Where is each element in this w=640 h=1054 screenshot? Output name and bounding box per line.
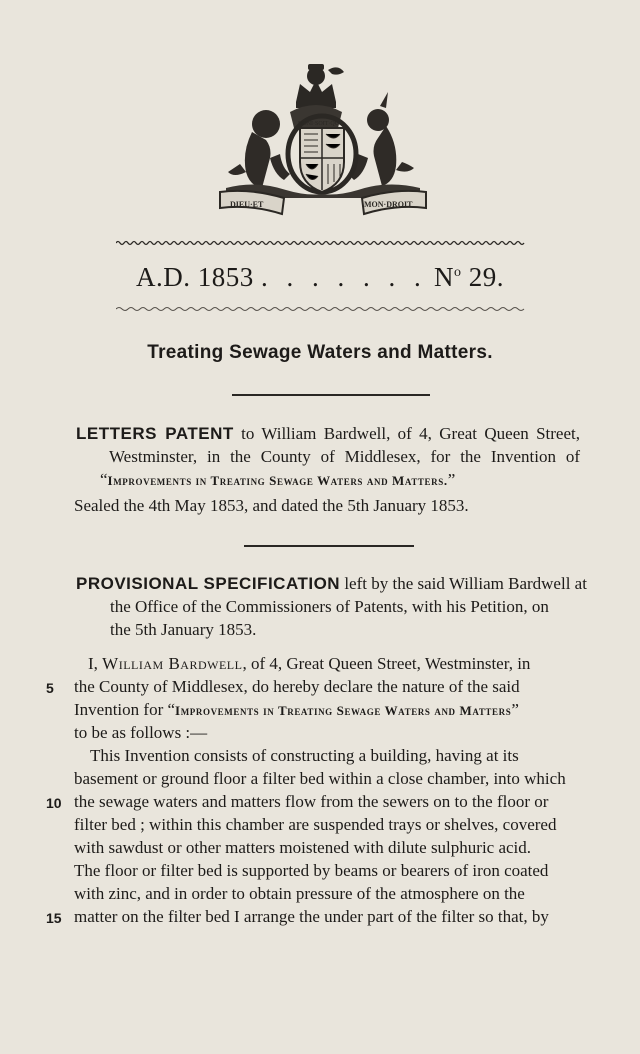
body-line-7: the sewage waters and matters flow from the sewers on to the floor or <box>74 792 549 811</box>
body-line-4: to be as follows :— <box>74 723 208 742</box>
body-line-8: filter bed ; within this chamber are suspended trays or shelves, covered <box>74 815 557 834</box>
provisional-line-2: the Office of the Commissioners of Patents, with his Petition, on <box>110 597 549 616</box>
line-number-15: 15 <box>46 910 62 926</box>
patent-number <box>434 262 504 292</box>
motto-right: MON·DROIT <box>364 200 413 209</box>
body-line-1-b: , of 4, Great Queen Street, Westminster, in <box>242 654 531 673</box>
body-line-6: basement or ground floor a filter bed within a close chamber, into which <box>74 769 566 788</box>
royal-coat-of-arms <box>218 62 428 217</box>
line-number-10: 10 <box>46 795 62 811</box>
patent-year: A.D. 1853 <box>136 262 254 292</box>
divider-rule-2 <box>244 545 414 547</box>
decorative-rule-bottom <box>116 306 526 312</box>
letters-patent-line-3 <box>76 468 580 492</box>
number-prefix: N <box>434 262 454 292</box>
body-line-5: This Invention consists of constructing a building, having at its <box>90 746 519 765</box>
body-line-2: the County of Middlesex, do hereby declare the nature of the said <box>74 677 520 696</box>
motto-left: DIEU·ET <box>230 200 264 209</box>
body-line-3-b: ” <box>511 700 519 719</box>
garter-motto: HONI·SOIT·QUI <box>298 121 341 127</box>
leader-dots: . . . . . . . <box>261 262 427 292</box>
decorative-rule-top <box>116 240 526 246</box>
provisional-text-1: left by the said William Bardwell at <box>344 574 587 593</box>
body-line-1 <box>88 654 530 674</box>
body-invention-title-smallcaps: Improvements in Treating Sewage Waters and Matters <box>175 703 512 718</box>
date-and-number-line <box>0 262 640 293</box>
body-line-3 <box>74 700 519 720</box>
letters-patent-line-1 <box>76 422 580 445</box>
quote-open: “ <box>100 470 108 489</box>
body-line-10: The floor or filter bed is supported by beams or bearers of iron coated <box>74 861 549 880</box>
letters-patent-text-1: to William Bardwell, of 4, Great Queen Street, <box>241 424 580 443</box>
provisional-line-1 <box>76 572 587 595</box>
number-value: 29. <box>468 262 504 292</box>
body-line-1-a: I, <box>88 654 103 673</box>
body-line-11: with zinc, and in order to obtain pressure of the atmosphere on the <box>74 884 525 903</box>
number-superscript: o <box>454 265 462 280</box>
provisional-heading: PROVISIONAL SPECIFICATION <box>76 574 341 593</box>
invention-title-smallcaps: Improvements in Treating Sewage Waters and Matters. <box>107 473 448 488</box>
quote-close: ” <box>447 470 456 489</box>
divider-rule-1 <box>232 394 430 396</box>
body-line-9: with sawdust or other matters moistened with dilute sulphuric acid. <box>74 838 532 857</box>
inventor-name-smallcaps: William Bardwell <box>102 654 243 673</box>
body-line-12: matter on the filter bed I arrange the under part of the filter so that, by <box>74 907 549 926</box>
provisional-specification-paragraph <box>76 572 587 641</box>
body-line-3-a: Invention for “ <box>74 700 176 719</box>
line-number-5: 5 <box>46 680 54 696</box>
letters-patent-heading: LETTERS PATENT <box>76 424 234 443</box>
patent-title: Treating Sewage Waters and Matters. <box>147 342 493 363</box>
coat-of-arms-illustration <box>218 62 428 217</box>
letters-patent-paragraph <box>76 422 580 492</box>
provisional-line-3: the 5th January 1853. <box>110 620 257 639</box>
sealed-date-line: Sealed the 4th May 1853, and dated the 5th January 1853. <box>74 496 469 515</box>
letters-patent-line-2: Westminster, in the County of Middlesex, for the Invention of <box>109 447 580 466</box>
